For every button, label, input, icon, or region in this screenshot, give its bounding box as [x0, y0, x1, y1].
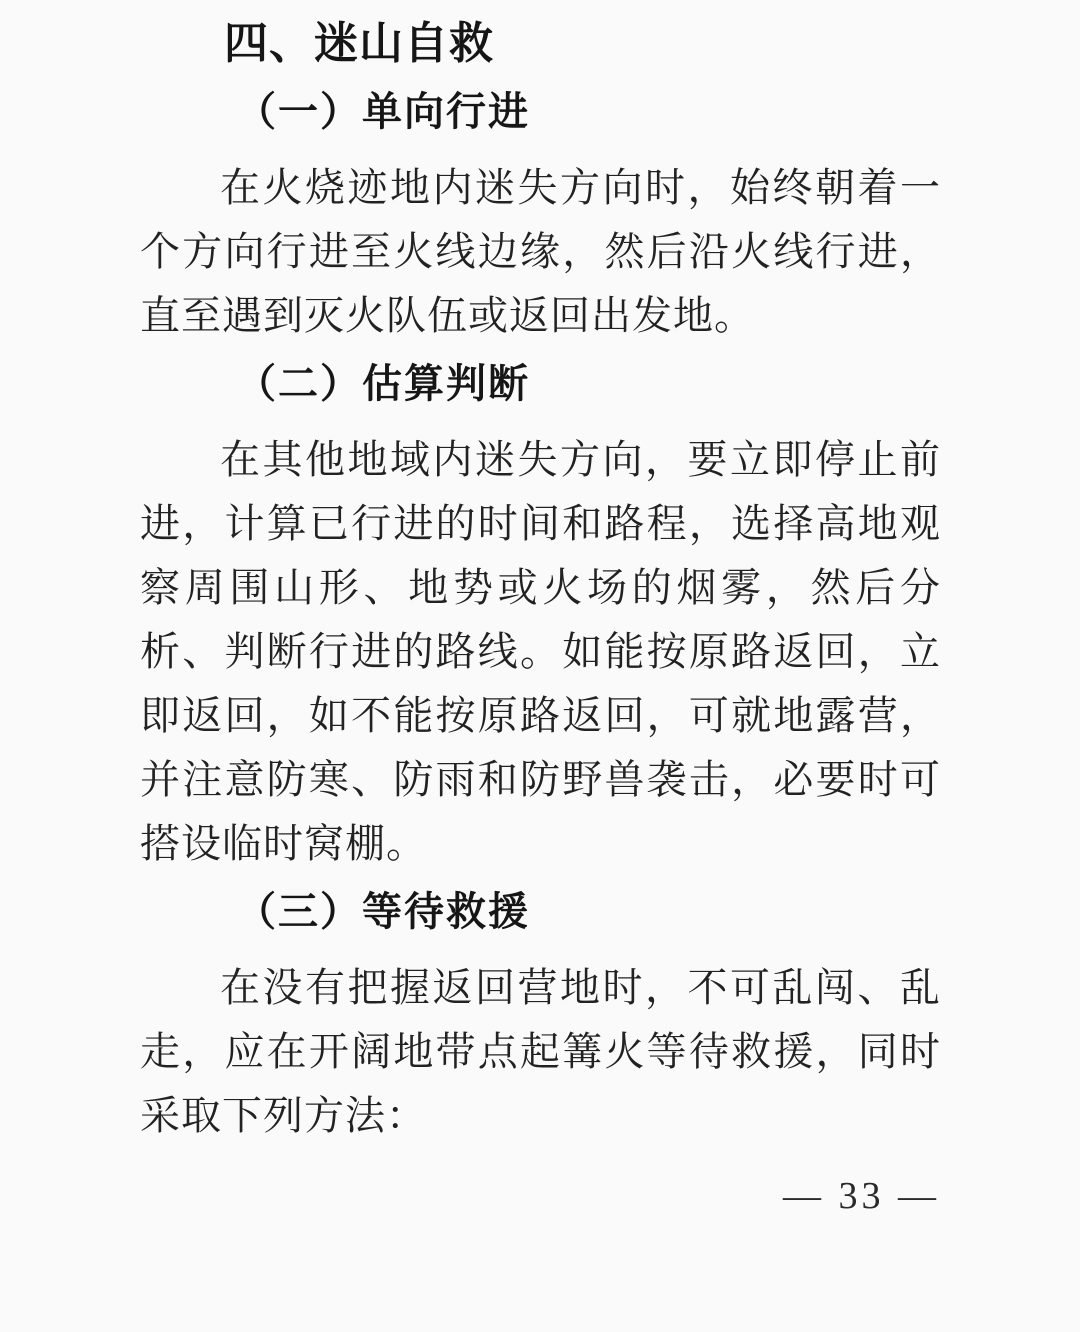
paragraph-line: 在没有把握返回营地时，不可乱闯、乱 — [220, 965, 940, 1010]
paragraph-line: 即返回，如不能按原路返回，可就地露营， — [140, 693, 940, 738]
paragraph-line: 走，应在开阔地带点起篝火等待救援，同时 — [140, 1029, 940, 1074]
section-wait-rescue — [140, 880, 940, 1148]
chapter-heading: 四、迷山自救 — [224, 19, 494, 68]
section-single-direction — [140, 80, 940, 348]
paragraph-line: 搭设临时窝棚。 — [140, 821, 427, 866]
paragraph-line: 在火烧迹地内迷失方向时，始终朝着一 — [220, 165, 940, 210]
paragraph-line: 在其他地域内迷失方向，要立即停止前 — [220, 437, 940, 482]
page-number: — 33 — — [783, 1175, 940, 1217]
paragraph-line: 个方向行进至火线边缘，然后沿火线行进， — [140, 229, 940, 274]
paragraph-line: 析、判断行进的路线。如能按原路返回，立 — [140, 629, 940, 674]
section-2-heading: （二）估算判断 — [236, 361, 530, 406]
section-3-heading: （三）等待救援 — [236, 889, 530, 934]
section-estimate-judge — [140, 352, 940, 876]
paragraph-line: 采取下列方法： — [140, 1093, 427, 1138]
paragraph-line: 察周围山形、地势或火场的烟雾，然后分 — [140, 565, 940, 610]
paragraph-line: 进，计算已行进的时间和路程，选择高地观 — [140, 501, 940, 546]
section-1-heading: （一）单向行进 — [236, 89, 530, 134]
paragraph-line: 直至遇到灭火队伍或返回出发地。 — [140, 293, 755, 338]
paragraph-line: 并注意防寒、防雨和防野兽袭击，必要时可 — [140, 757, 940, 802]
